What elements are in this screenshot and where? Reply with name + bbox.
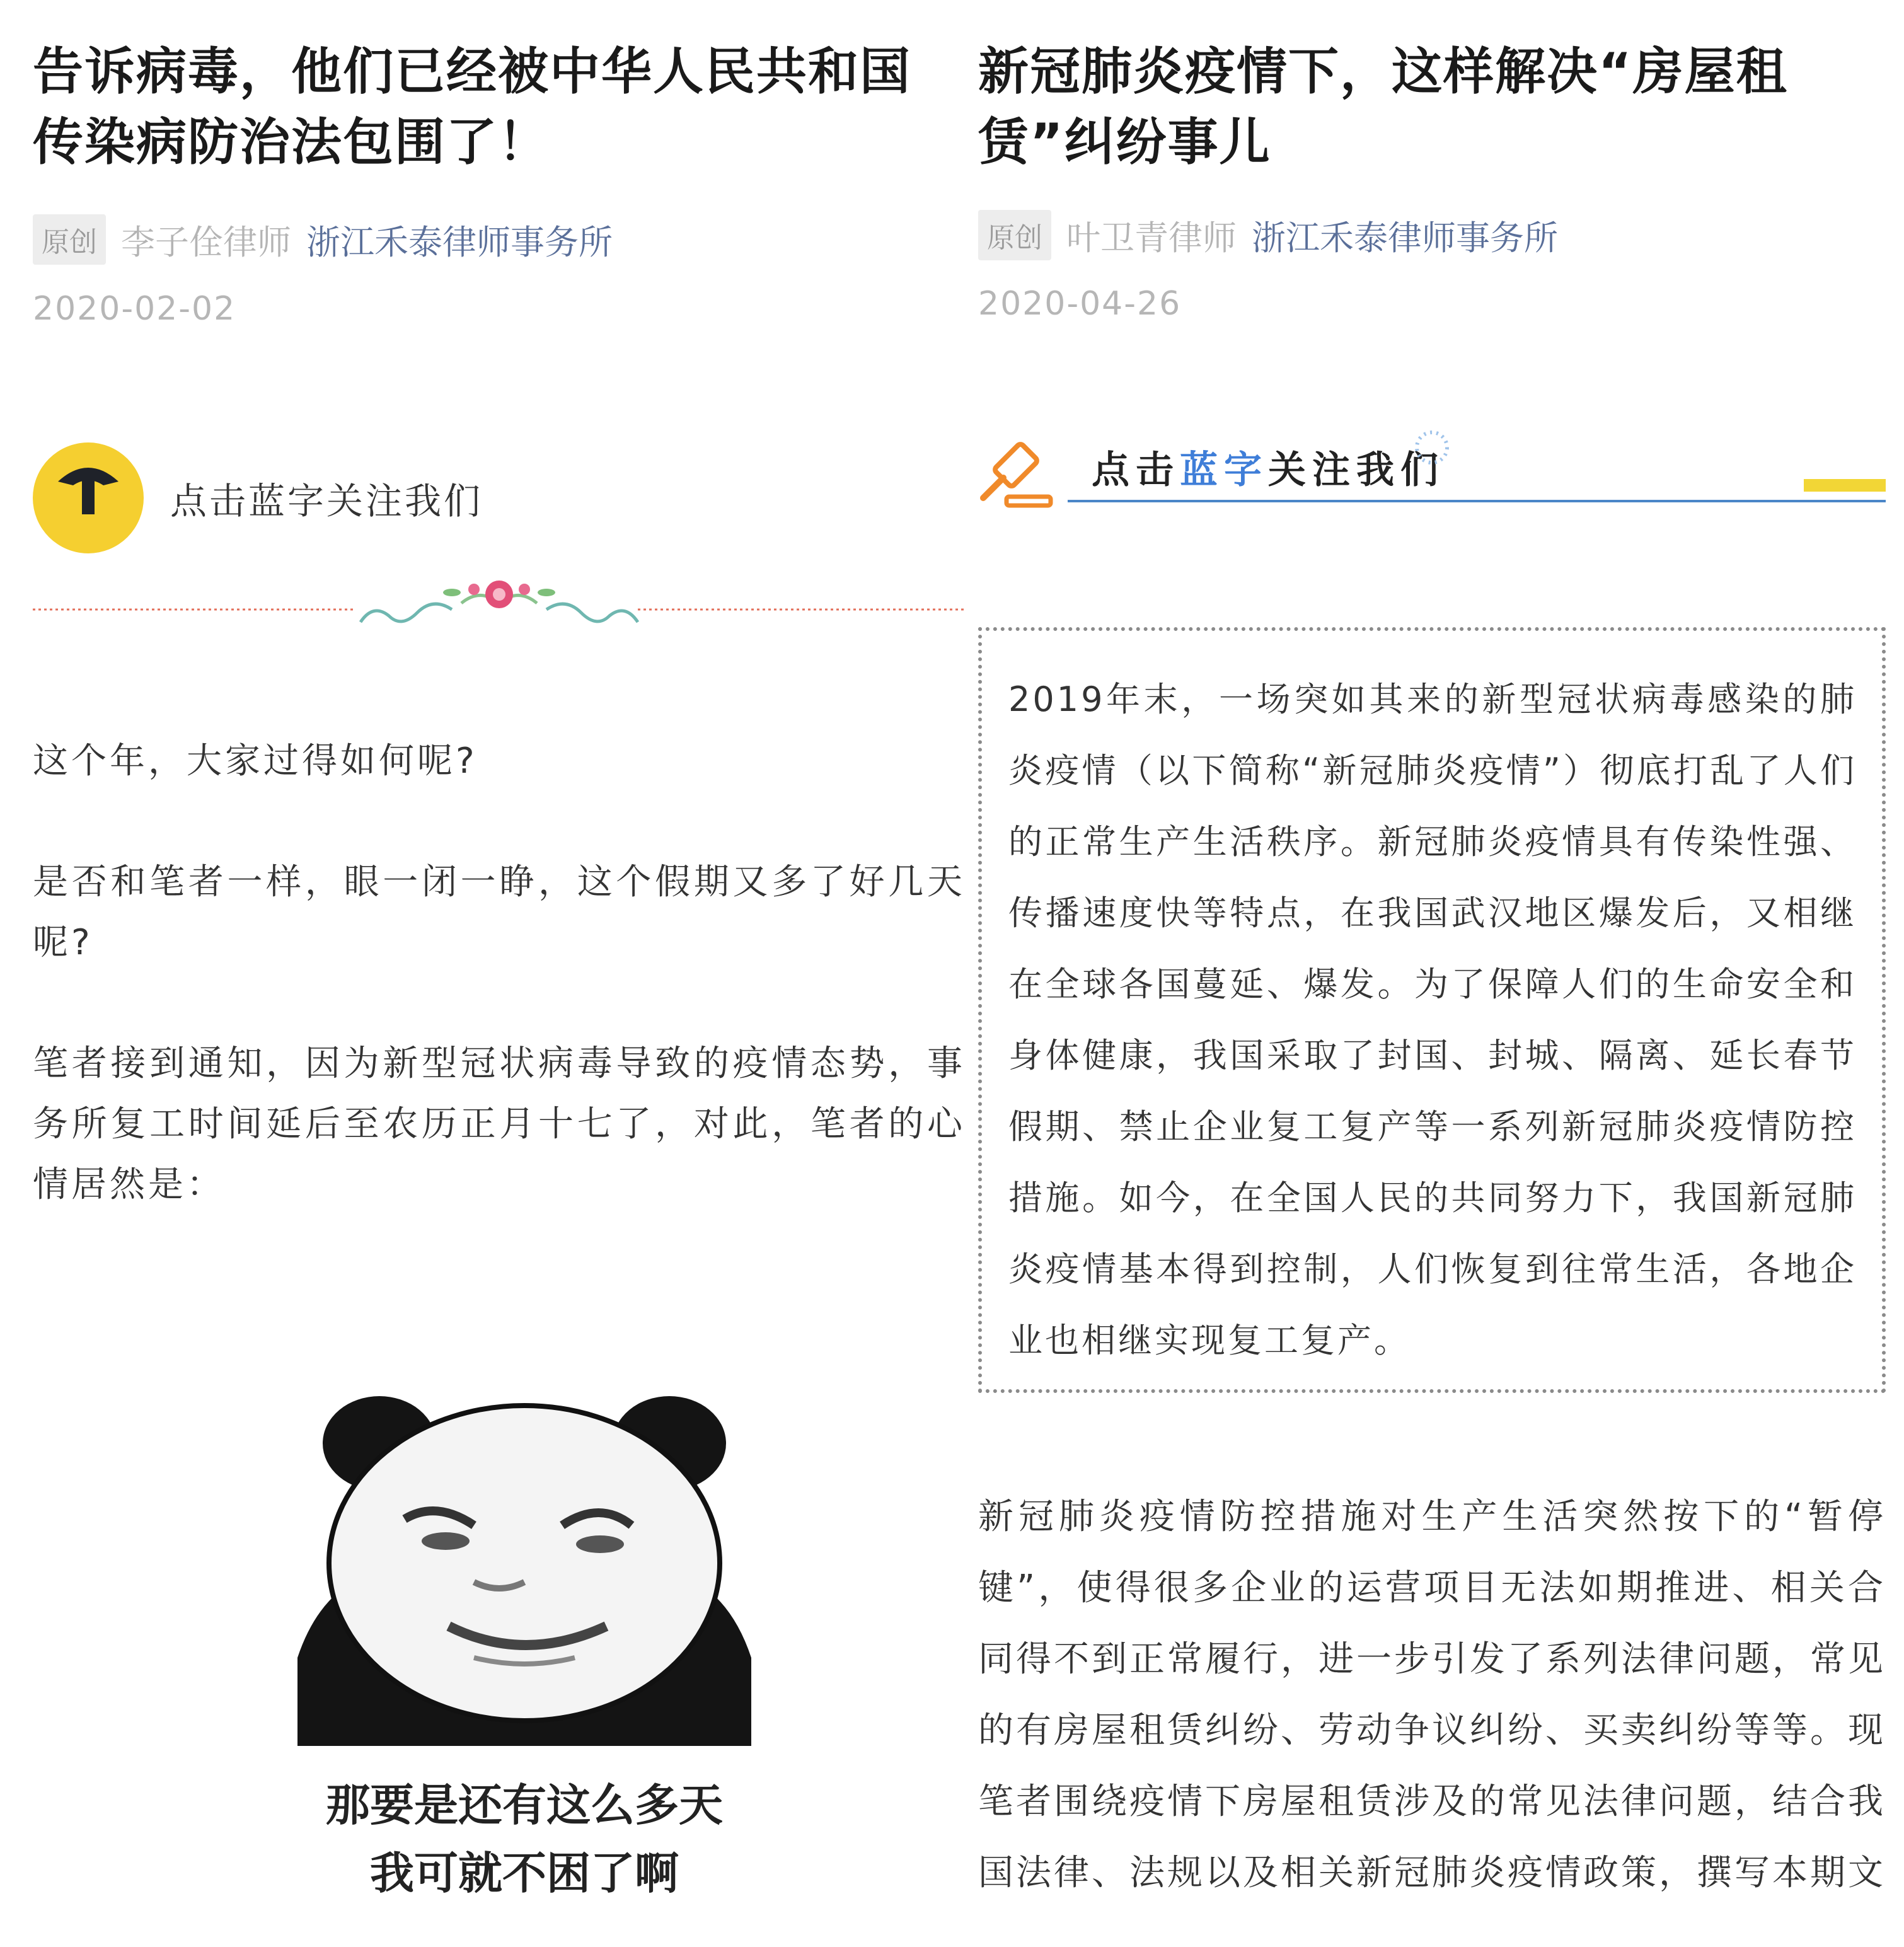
- follow-text-blue: 蓝字: [1180, 448, 1268, 492]
- follow-text-b: 关注我们: [1268, 448, 1445, 492]
- t-logo-icon: [33, 442, 144, 553]
- loading-dots-icon: [1410, 425, 1454, 470]
- gavel-icon: [978, 441, 1060, 511]
- publish-date: 2020-02-02: [33, 290, 236, 328]
- meme-caption-line-2: 我可就不困了啊: [370, 1847, 679, 1899]
- follow-text-a: 点击: [1092, 448, 1180, 492]
- paragraph-1: 这个年，大家过得如何呢?: [33, 741, 478, 782]
- follow-text: 点击蓝字关注我们: [170, 480, 483, 523]
- publish-date: 2020-04-26: [978, 285, 1182, 323]
- blue-underline: [1068, 500, 1886, 502]
- original-badge: 原创: [33, 214, 106, 265]
- right-article: [978, 0, 1892, 1947]
- article-meta: [33, 217, 613, 262]
- author-name: 叶卫青律师: [1066, 217, 1237, 258]
- meme-caption-line-1: 那要是还有这么多天: [326, 1779, 723, 1831]
- intro-box: [978, 627, 1886, 1393]
- org-link[interactable]: 浙江禾泰律师事务所: [1252, 217, 1558, 258]
- org-link[interactable]: 浙江禾泰律师事务所: [306, 222, 613, 262]
- yellow-accent-bar: [1804, 479, 1886, 492]
- follow-banner[interactable]: [33, 441, 483, 555]
- boxed-paragraph: 2019年末，一场突如其来的新型冠状病毒感染的肺炎疫情（以下简称“新冠肺炎疫情”）彻底打乱了人们的正常生产生活秩序。新冠肺炎疫情具有传染性强、传播速度快等特点，在我国武汉地区爆发后，又相继在全球各国蔓延、爆发。为了保障人们的生命安全和身体健康，我国采取了封国、封城、隔离、延长春节假期、禁止企业复工复产等一系列新冠肺炎疫情防控措施。如今，在全国人民的共同努力下，我国新冠肺炎疫情基本得到控制，人们恢复到往常生活，各地企业也相继实现复工复产。: [1008, 679, 1857, 1360]
- article-title[interactable]: 新冠肺炎疫情下，这样解决“房屋租赁”纠纷事儿: [978, 42, 1788, 171]
- paragraph-3: 笔者接到通知，因为新型冠状病毒导致的疫情态势，事务所复工时间延后至农历正月十七了，对此，笔者的心情居然是：: [33, 1043, 966, 1205]
- floral-divider-icon: [33, 570, 966, 646]
- follow-text: [1092, 440, 1445, 494]
- follow-banner[interactable]: [978, 429, 1892, 517]
- article-title[interactable]: 告诉病毒，他们已经被中华人民共和国传染病防治法包围了！: [33, 42, 911, 171]
- panda-meme-image: [285, 1393, 764, 1935]
- original-badge: 原创: [978, 210, 1051, 260]
- article-meta: [978, 213, 1558, 257]
- paragraph-2: 是否和笔者一样，眼一闭一睁，这个假期又多了好几天呢?: [33, 862, 966, 963]
- left-article: [33, 0, 966, 1947]
- body-paragraph: 新冠肺炎疫情防控措施对生产生活突然按下的“暂停键”，使得很多企业的运营项目无法如期推进、相关合同得不到正常履行，进一步引发了系列法律问题，常见的有房屋租赁纠纷、劳动争议纠纷、买卖纠纷等等。现笔者围绕疫情下房屋租赁涉及的常见法律问题，结合我国法律、法规以及相关新冠肺炎疫情政策，撰写本期文: [978, 1496, 1886, 1893]
- author-name: 李子佺律师: [121, 222, 291, 262]
